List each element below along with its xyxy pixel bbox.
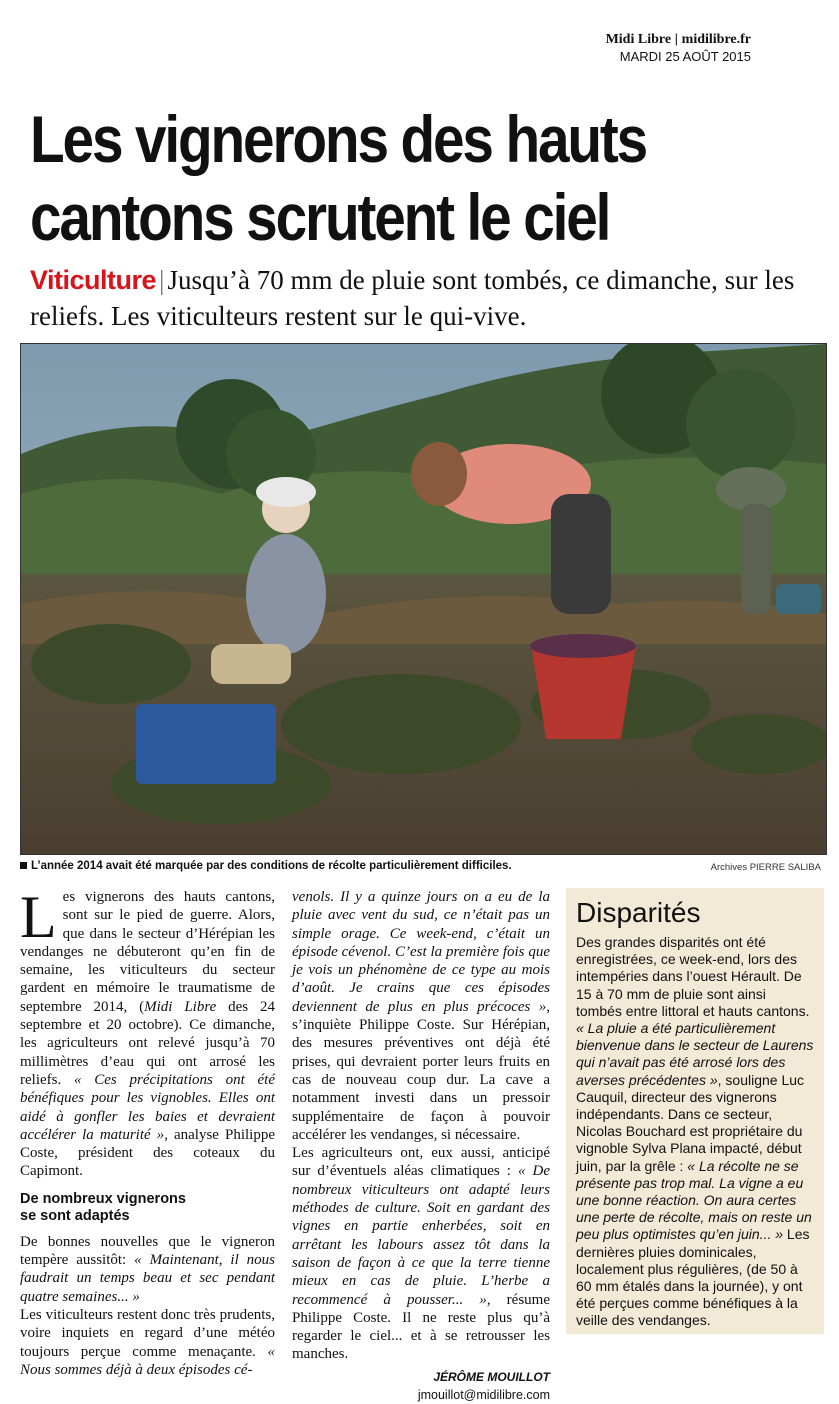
article-paragraph-3-end: venols. Il y a quinze jours on a eu de la pluie avec vent du sud, ce n’était pas un simple orage. Ce week-end, c’était un épisode cévenol. C’est la première fois que je vois un phénomène de ce type au mois d’août. Je crains que ces épisodes deviennent de plus en plus précoces », s’inquiète Philippe Coste. Sur Hérépian, des mesures préventives ont déjà été prises, qui devraient porter leurs fruits en cas de nouveau coup dur. La cave a notamment investi dans un pressoir supplémentaire de façon à pouvoir accélérer les vendanges, si nécessaire.	[292, 889, 550, 1143]
photo-credit: Archives PIERRE SALIBA	[710, 862, 821, 873]
sidebar-title: Disparités	[576, 897, 701, 928]
article-paragraph-4: Les agriculteurs ont, eux aussi, anticipé sur d’éventuels aléas climatiques : « De nombreux viticulteurs ont adapté leurs méthodes de culture. Soit en gardant des vignes en partie enherbées, soit en arrêtant les labours assez tôt dans la saison de façon à ce que la terre tienne mieux en cas de pluie. L’herbe a recommencé à pousser... », résume Philippe Coste. Il ne reste plus qu’à regarder le ciel... et à se retrousser les manches.	[292, 1145, 550, 1363]
photo-caption-text: L’année 2014 avait été marquée par des conditions de récolte particulièrement difficiles.	[31, 860, 512, 872]
subhead-text: Jusqu’à 70 mm de pluie sont tombés, ce dimanche, sur les reliefs. Les viticulteurs restent sur le qui-vive.	[30, 265, 795, 331]
headline-line-2: cantons scrutent le ciel	[30, 180, 610, 254]
vineyard-harvest-illustration	[21, 344, 826, 854]
photo-caption	[20, 860, 512, 872]
article-subtitle: De nombreux vignerons se sont adaptés	[20, 1190, 186, 1224]
article-column-1	[20, 884, 276, 1379]
sidebar-text: Des grandes disparités ont été enregistrées, ce week-end, lors des intempéries dans l’ouest Hérault. De 15 à 70 mm de pluie sont ainsi tombés entre littoral et hauts cantons. « La pluie a été particulièrement bienvenue dans le secteur de Laurens qui n’avait pas été arrosé lors des averses précédentes », souligne Luc Cauquil, directeur des vignerons indépendants. Dans ce secteur, Nicolas Bouchard est propriétaire du vignoble Sylva Plana impacté, début juin, par la grêle : « La récolte ne se présente pas trop mal. La vigne a eu une bonne réaction. On aura certes une perte de récolte, mais on reste un peu plus optimistes qu’en juin... » Les dernières pluies dominicales, localement plus régulières, (de 50 à 60 mm étalés dans la journée), y ont été perçues comme bénéfiques à la veille des vendanges.	[576, 934, 814, 1329]
article-paragraph-1: Les vignerons des hauts cantons, sont sur le pied de guerre. Alors, que dans le secteur d’Hérépian les vendanges ne débuteront qu’en fin de semaine, les viticulteurs du secteur gardent en mémoire le traumatisme de septembre 2014, (Midi Libre des 24 septembre et 20 octobre). Ce dimanche, les agriculteurs ont relevé jusqu’à 70 millimètres d’eau qui ont arrosé les reliefs. « Ces précipitations ont été bénéfiques pour les vignobles. Elles ont aidé à gonfler les baies et devraient accélérer la maturité », analyse Philippe Coste, président des coteaux du Capimont.	[20, 884, 276, 1180]
article-photo	[20, 343, 827, 855]
sidebar-disparites	[566, 888, 824, 1334]
article-column-2	[292, 888, 550, 1404]
article-paragraph-2: De bonnes nouvelles que le vigneron tempère aussitôt: « Maintenant, il nous faudrait un temps beau et sec pendant quatre semaines... »	[20, 1233, 275, 1305]
headline	[30, 100, 709, 256]
author-email[interactable]: jmouillot@midilibre.com	[417, 1388, 550, 1403]
kicker: Viticulture	[30, 265, 157, 295]
publication-date: MARDI 25 AOÛT 2015	[619, 49, 751, 64]
drop-cap: L	[20, 884, 57, 950]
newspaper-brand: Midi Libre	[605, 32, 672, 47]
article-paragraph-3-start: Les viticulteurs restent donc très prudents, voire inquiets en regard d’une météo toujours perçue comme menaçante. « Nous sommes déjà à deux épisodes cé-	[20, 1306, 275, 1378]
headline-line-1: Les vignerons des hauts	[30, 102, 647, 176]
masthead: Midi Libre | midilibre.fr MARDI 25 AOÛT 2015	[605, 31, 751, 64]
author-signature: JÉRÔME MOUILLOT	[433, 1369, 550, 1384]
newspaper-site: midilibre.fr	[681, 32, 751, 47]
subhead: Viticulture | Jusqu’à 70 mm de pluie sont tombés, ce dimanche, sur les reliefs. Les viticulteurs restent sur le qui-vive.	[30, 265, 795, 331]
